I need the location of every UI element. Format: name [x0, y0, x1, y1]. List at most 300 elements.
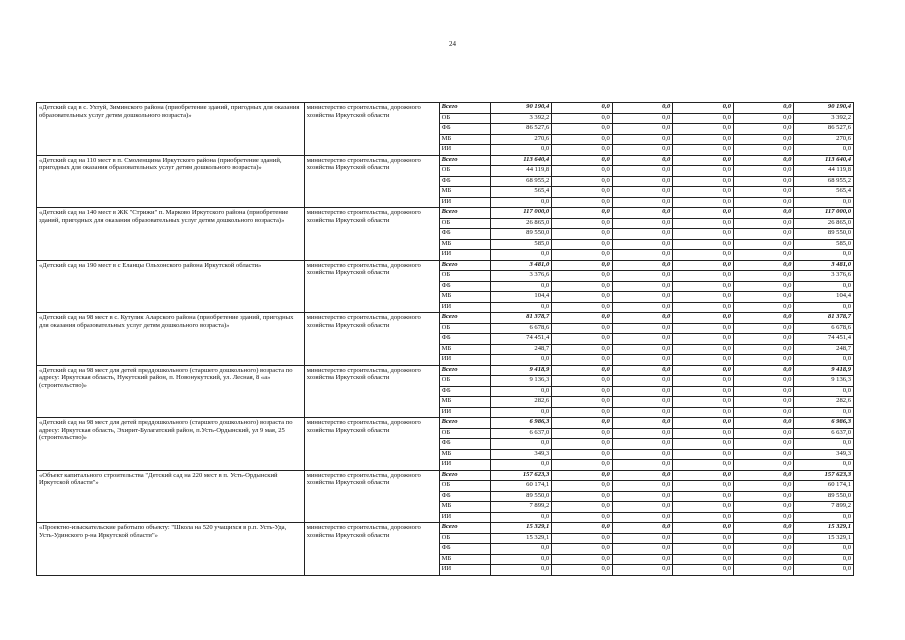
amount-cell: 0,0: [733, 113, 794, 124]
amount-cell: 0,0: [794, 386, 854, 397]
amount-cell: 0,0: [733, 187, 794, 198]
amount-cell: 0,0: [612, 407, 673, 418]
amount-cell: 0,0: [552, 145, 613, 156]
funding-source: ФБ: [439, 124, 490, 135]
amount-cell: 0,0: [612, 376, 673, 387]
amount-cell: 0,0: [673, 554, 734, 565]
amount-cell: 0,0: [552, 271, 613, 282]
amount-cell: 0,0: [733, 176, 794, 187]
amount-cell: 0,0: [552, 239, 613, 250]
amount-cell: 0,0: [552, 155, 613, 166]
amount-cell: 0,0: [673, 281, 734, 292]
project-name: «Детский сад на 110 мест в п. Смоленщина Иркутского района (приобретение зданий, пригодных для оказания образовательных услуг детям дошкольного возраста)»: [37, 155, 305, 208]
funding-source: ИИ: [439, 407, 490, 418]
amount-cell: 3 392,2: [794, 113, 854, 124]
amount-cell: 117 000,0: [490, 208, 552, 219]
amount-cell: 0,0: [673, 155, 734, 166]
amount-cell: 0,0: [612, 292, 673, 303]
amount-cell: 0,0: [552, 439, 613, 450]
funding-source: МБ: [439, 292, 490, 303]
amount-cell: 270,6: [794, 134, 854, 145]
amount-cell: 0,0: [733, 292, 794, 303]
amount-cell: 6 637,0: [794, 428, 854, 439]
amount-cell: 0,0: [733, 166, 794, 177]
amount-cell: 0,0: [673, 145, 734, 156]
amount-cell: 74 451,4: [490, 334, 552, 345]
amount-cell: 0,0: [612, 544, 673, 555]
funding-source: ИИ: [439, 197, 490, 208]
amount-cell: 282,6: [490, 397, 552, 408]
responsible-executor: министерство строительства, дорожного хозяйства Иркутской области: [304, 418, 439, 471]
amount-cell: 0,0: [552, 554, 613, 565]
amount-cell: 90 190,4: [794, 103, 854, 114]
funding-source: ИИ: [439, 355, 490, 366]
amount-cell: 349,3: [794, 449, 854, 460]
amount-cell: 0,0: [552, 481, 613, 492]
amount-cell: 0,0: [552, 166, 613, 177]
amount-cell: 0,0: [552, 229, 613, 240]
responsible-executor: министерство строительства, дорожного хозяйства Иркутской области: [304, 313, 439, 366]
amount-cell: 0,0: [673, 208, 734, 219]
amount-cell: 0,0: [490, 197, 552, 208]
amount-cell: 0,0: [733, 355, 794, 366]
amount-cell: 0,0: [612, 166, 673, 177]
amount-cell: 0,0: [733, 365, 794, 376]
amount-cell: 0,0: [552, 407, 613, 418]
amount-cell: 0,0: [733, 439, 794, 450]
amount-cell: 86 527,6: [794, 124, 854, 135]
amount-cell: 0,0: [733, 512, 794, 523]
funding-source: ОБ: [439, 166, 490, 177]
amount-cell: 6 986,3: [490, 418, 552, 429]
amount-cell: 44 119,8: [794, 166, 854, 177]
amount-cell: 0,0: [673, 218, 734, 229]
amount-cell: 0,0: [673, 502, 734, 513]
amount-cell: 0,0: [612, 281, 673, 292]
funding-source: ОБ: [439, 533, 490, 544]
amount-cell: 113 640,4: [490, 155, 552, 166]
amount-cell: 0,0: [733, 134, 794, 145]
amount-cell: 0,0: [733, 155, 794, 166]
amount-cell: 0,0: [552, 428, 613, 439]
amount-cell: 0,0: [733, 103, 794, 114]
amount-cell: 0,0: [490, 386, 552, 397]
amount-cell: 0,0: [490, 460, 552, 471]
amount-cell: 0,0: [612, 334, 673, 345]
amount-cell: 104,4: [794, 292, 854, 303]
amount-cell: 0,0: [673, 292, 734, 303]
amount-cell: 0,0: [673, 533, 734, 544]
amount-cell: 0,0: [552, 355, 613, 366]
amount-cell: 0,0: [673, 439, 734, 450]
amount-cell: 0,0: [673, 397, 734, 408]
amount-cell: 0,0: [733, 565, 794, 576]
funding-source: ФБ: [439, 491, 490, 502]
amount-cell: 0,0: [612, 397, 673, 408]
amount-cell: 0,0: [673, 407, 734, 418]
amount-cell: 0,0: [490, 250, 552, 261]
funding-source: Всего: [439, 365, 490, 376]
amount-cell: 0,0: [552, 313, 613, 324]
amount-cell: 157 623,3: [490, 470, 552, 481]
amount-cell: 0,0: [490, 565, 552, 576]
amount-cell: 0,0: [733, 554, 794, 565]
funding-source: ИИ: [439, 145, 490, 156]
amount-cell: 0,0: [673, 344, 734, 355]
amount-cell: 0,0: [552, 376, 613, 387]
funding-source: МБ: [439, 449, 490, 460]
amount-cell: 0,0: [552, 449, 613, 460]
responsible-executor: министерство строительства, дорожного хозяйства Иркутской области: [304, 470, 439, 523]
funding-source: МБ: [439, 397, 490, 408]
amount-cell: 0,0: [552, 208, 613, 219]
amount-cell: 15 329,1: [490, 523, 552, 534]
funding-source: Всего: [439, 418, 490, 429]
amount-cell: 0,0: [794, 281, 854, 292]
amount-cell: 0,0: [733, 323, 794, 334]
amount-cell: 7 899,2: [794, 502, 854, 513]
funding-source: Всего: [439, 103, 490, 114]
amount-cell: 0,0: [612, 491, 673, 502]
amount-cell: 0,0: [673, 187, 734, 198]
amount-cell: 15 329,1: [794, 523, 854, 534]
amount-cell: 0,0: [552, 386, 613, 397]
amount-cell: 60 174,1: [490, 481, 552, 492]
amount-cell: 0,0: [552, 281, 613, 292]
amount-cell: 90 190,4: [490, 103, 552, 114]
amount-cell: 0,0: [673, 103, 734, 114]
amount-cell: 565,4: [794, 187, 854, 198]
amount-cell: 0,0: [733, 428, 794, 439]
table-row-total: [37, 208, 854, 219]
funding-source: ОБ: [439, 271, 490, 282]
amount-cell: 0,0: [612, 218, 673, 229]
amount-cell: 0,0: [612, 229, 673, 240]
amount-cell: 0,0: [552, 460, 613, 471]
amount-cell: 0,0: [733, 533, 794, 544]
table-row-total: [37, 155, 854, 166]
amount-cell: 585,0: [490, 239, 552, 250]
amount-cell: 26 865,0: [794, 218, 854, 229]
amount-cell: 0,0: [490, 302, 552, 313]
amount-cell: 0,0: [552, 344, 613, 355]
amount-cell: 0,0: [733, 491, 794, 502]
amount-cell: 0,0: [673, 386, 734, 397]
amount-cell: 0,0: [673, 166, 734, 177]
amount-cell: 0,0: [673, 470, 734, 481]
amount-cell: 0,0: [552, 470, 613, 481]
funding-source: МБ: [439, 554, 490, 565]
amount-cell: 0,0: [612, 502, 673, 513]
amount-cell: 0,0: [552, 323, 613, 334]
amount-cell: 0,0: [673, 124, 734, 135]
amount-cell: 89 550,0: [490, 229, 552, 240]
project-name: «Детский сад на 98 мест в с. Кутулик Аларского района (приобретение зданий, пригодных для оказания образовательных услуг детям дошкольного возраста)»: [37, 313, 305, 366]
amount-cell: 0,0: [673, 512, 734, 523]
amount-cell: 6 678,6: [490, 323, 552, 334]
amount-cell: 0,0: [733, 523, 794, 534]
amount-cell: 565,4: [490, 187, 552, 198]
amount-cell: 68 955,2: [490, 176, 552, 187]
amount-cell: 0,0: [490, 281, 552, 292]
amount-cell: 0,0: [552, 103, 613, 114]
amount-cell: 3 481,0: [794, 260, 854, 271]
funding-source: ИИ: [439, 565, 490, 576]
amount-cell: 104,4: [490, 292, 552, 303]
amount-cell: 0,0: [612, 145, 673, 156]
funding-source: ФБ: [439, 229, 490, 240]
amount-cell: 0,0: [552, 565, 613, 576]
amount-cell: 0,0: [612, 344, 673, 355]
amount-cell: 0,0: [612, 554, 673, 565]
amount-cell: 89 550,0: [794, 491, 854, 502]
amount-cell: 157 623,3: [794, 470, 854, 481]
amount-cell: 0,0: [612, 418, 673, 429]
table-row-total: [37, 313, 854, 324]
amount-cell: 0,0: [612, 176, 673, 187]
amount-cell: 0,0: [673, 544, 734, 555]
amount-cell: 3 481,0: [490, 260, 552, 271]
amount-cell: 0,0: [552, 218, 613, 229]
amount-cell: 0,0: [733, 470, 794, 481]
funding-source: ОБ: [439, 428, 490, 439]
amount-cell: 0,0: [552, 533, 613, 544]
amount-cell: 9 136,3: [490, 376, 552, 387]
funding-source: МБ: [439, 239, 490, 250]
funding-source: ОБ: [439, 376, 490, 387]
amount-cell: 0,0: [673, 565, 734, 576]
amount-cell: 0,0: [673, 428, 734, 439]
amount-cell: 0,0: [673, 197, 734, 208]
amount-cell: 0,0: [612, 113, 673, 124]
responsible-executor: министерство строительства, дорожного хозяйства Иркутской области: [304, 155, 439, 208]
amount-cell: 0,0: [673, 113, 734, 124]
amount-cell: 9 418,9: [794, 365, 854, 376]
amount-cell: 9 418,9: [490, 365, 552, 376]
amount-cell: 0,0: [794, 197, 854, 208]
amount-cell: 0,0: [673, 334, 734, 345]
amount-cell: 0,0: [490, 355, 552, 366]
amount-cell: 0,0: [733, 376, 794, 387]
amount-cell: 0,0: [733, 271, 794, 282]
amount-cell: 0,0: [552, 491, 613, 502]
funding-source: Всего: [439, 208, 490, 219]
amount-cell: 0,0: [612, 460, 673, 471]
funding-source: ФБ: [439, 439, 490, 450]
amount-cell: 0,0: [552, 250, 613, 261]
amount-cell: 15 329,1: [794, 533, 854, 544]
table-row-total: [37, 523, 854, 534]
amount-cell: 0,0: [612, 533, 673, 544]
amount-cell: 0,0: [794, 544, 854, 555]
amount-cell: 26 865,0: [490, 218, 552, 229]
amount-cell: 349,3: [490, 449, 552, 460]
amount-cell: 89 550,0: [490, 491, 552, 502]
amount-cell: 68 955,2: [794, 176, 854, 187]
amount-cell: 81 378,7: [490, 313, 552, 324]
amount-cell: 0,0: [673, 260, 734, 271]
funding-source: Всего: [439, 470, 490, 481]
funding-source: ИИ: [439, 512, 490, 523]
amount-cell: 0,0: [612, 470, 673, 481]
amount-cell: 0,0: [552, 187, 613, 198]
amount-cell: 0,0: [673, 460, 734, 471]
amount-cell: 44 119,8: [490, 166, 552, 177]
responsible-executor: министерство строительства, дорожного хозяйства Иркутской области: [304, 523, 439, 576]
project-name: «Детский сад на 98 мест для детей преддошкольного (старшего дошкольного) возраста по адресу: Иркутская область, Нукутский район, п. Новонукутский, ул. Лесная, 8 «а» (строительство)»: [37, 365, 305, 418]
amount-cell: 0,0: [733, 197, 794, 208]
amount-cell: 0,0: [733, 124, 794, 135]
amount-cell: 0,0: [490, 407, 552, 418]
amount-cell: 0,0: [733, 386, 794, 397]
funding-source: ОБ: [439, 481, 490, 492]
amount-cell: 282,6: [794, 397, 854, 408]
amount-cell: 0,0: [733, 418, 794, 429]
amount-cell: 0,0: [733, 344, 794, 355]
amount-cell: 0,0: [552, 418, 613, 429]
project-name: «Проектно-изыскательские работыпо объекту: "Школа на 520 учащихся в р.п. Усть-Уда, Усть-Удинского р-на Иркутской области"»: [37, 523, 305, 576]
amount-cell: 7 899,2: [490, 502, 552, 513]
responsible-executor: министерство строительства, дорожного хозяйства Иркутской области: [304, 365, 439, 418]
amount-cell: 0,0: [612, 103, 673, 114]
amount-cell: 0,0: [552, 523, 613, 534]
amount-cell: 0,0: [673, 449, 734, 460]
amount-cell: 0,0: [612, 523, 673, 534]
amount-cell: 0,0: [552, 124, 613, 135]
funding-source: ИИ: [439, 302, 490, 313]
amount-cell: 0,0: [612, 134, 673, 145]
amount-cell: 0,0: [612, 208, 673, 219]
amount-cell: 0,0: [733, 313, 794, 324]
amount-cell: 0,0: [552, 260, 613, 271]
amount-cell: 0,0: [673, 418, 734, 429]
amount-cell: 74 451,4: [794, 334, 854, 345]
amount-cell: 0,0: [673, 481, 734, 492]
amount-cell: 0,0: [552, 512, 613, 523]
funding-source: ОБ: [439, 218, 490, 229]
financing-table-body: [37, 103, 854, 576]
amount-cell: 0,0: [733, 481, 794, 492]
amount-cell: 0,0: [733, 407, 794, 418]
amount-cell: 0,0: [794, 460, 854, 471]
funding-source: Всего: [439, 155, 490, 166]
funding-source: ФБ: [439, 281, 490, 292]
amount-cell: 0,0: [673, 313, 734, 324]
amount-cell: 0,0: [794, 145, 854, 156]
amount-cell: 0,0: [612, 302, 673, 313]
amount-cell: 0,0: [733, 397, 794, 408]
funding-source: ФБ: [439, 176, 490, 187]
funding-source: Всего: [439, 523, 490, 534]
amount-cell: 86 527,6: [490, 124, 552, 135]
amount-cell: 270,6: [490, 134, 552, 145]
amount-cell: 0,0: [794, 302, 854, 313]
amount-cell: 0,0: [673, 491, 734, 502]
amount-cell: 0,0: [552, 292, 613, 303]
amount-cell: 0,0: [733, 334, 794, 345]
amount-cell: 0,0: [733, 460, 794, 471]
amount-cell: 0,0: [612, 512, 673, 523]
amount-cell: 0,0: [733, 208, 794, 219]
amount-cell: 0,0: [733, 449, 794, 460]
amount-cell: 0,0: [794, 355, 854, 366]
amount-cell: 0,0: [612, 239, 673, 250]
amount-cell: 248,7: [490, 344, 552, 355]
funding-source: ФБ: [439, 334, 490, 345]
amount-cell: 0,0: [552, 134, 613, 145]
page-number: 24: [449, 40, 456, 48]
amount-cell: 0,0: [612, 313, 673, 324]
funding-source: ИИ: [439, 250, 490, 261]
amount-cell: 0,0: [490, 512, 552, 523]
amount-cell: 0,0: [612, 250, 673, 261]
amount-cell: 0,0: [552, 365, 613, 376]
amount-cell: 0,0: [794, 512, 854, 523]
amount-cell: 0,0: [612, 323, 673, 334]
amount-cell: 0,0: [673, 250, 734, 261]
amount-cell: 60 174,1: [794, 481, 854, 492]
amount-cell: 0,0: [552, 113, 613, 124]
amount-cell: 6 986,3: [794, 418, 854, 429]
amount-cell: 0,0: [733, 502, 794, 513]
funding-source: МБ: [439, 344, 490, 355]
table-row-total: [37, 103, 854, 114]
project-name: «Объект капитального строительства "Детский сад на 220 мест в п. Усть-Ордынский Иркутской области"»: [37, 470, 305, 523]
funding-source: МБ: [439, 187, 490, 198]
funding-source: ОБ: [439, 113, 490, 124]
amount-cell: 585,0: [794, 239, 854, 250]
responsible-executor: министерство строительства, дорожного хозяйства Иркутской области: [304, 260, 439, 313]
amount-cell: 0,0: [612, 197, 673, 208]
amount-cell: 0,0: [612, 155, 673, 166]
amount-cell: 0,0: [552, 397, 613, 408]
funding-source: ФБ: [439, 544, 490, 555]
funding-source: Всего: [439, 260, 490, 271]
amount-cell: 0,0: [612, 365, 673, 376]
amount-cell: 0,0: [733, 302, 794, 313]
amount-cell: 117 000,0: [794, 208, 854, 219]
amount-cell: 248,7: [794, 344, 854, 355]
amount-cell: 0,0: [794, 439, 854, 450]
amount-cell: 0,0: [612, 187, 673, 198]
financing-table: [36, 102, 854, 576]
amount-cell: 0,0: [673, 271, 734, 282]
amount-cell: 0,0: [673, 523, 734, 534]
amount-cell: 0,0: [733, 260, 794, 271]
amount-cell: 0,0: [673, 239, 734, 250]
amount-cell: 3 392,2: [490, 113, 552, 124]
amount-cell: 0,0: [673, 176, 734, 187]
amount-cell: 0,0: [673, 134, 734, 145]
amount-cell: 0,0: [733, 218, 794, 229]
table-row-total: [37, 365, 854, 376]
amount-cell: 0,0: [733, 544, 794, 555]
amount-cell: 0,0: [490, 145, 552, 156]
amount-cell: 89 550,0: [794, 229, 854, 240]
amount-cell: 0,0: [612, 260, 673, 271]
amount-cell: 81 378,7: [794, 313, 854, 324]
amount-cell: 0,0: [612, 449, 673, 460]
amount-cell: 0,0: [794, 554, 854, 565]
amount-cell: 0,0: [733, 239, 794, 250]
amount-cell: 113 640,4: [794, 155, 854, 166]
amount-cell: 0,0: [612, 271, 673, 282]
responsible-executor: министерство строительства, дорожного хозяйства Иркутской области: [304, 208, 439, 261]
amount-cell: 0,0: [552, 334, 613, 345]
funding-source: ОБ: [439, 323, 490, 334]
amount-cell: 0,0: [794, 407, 854, 418]
funding-source: ФБ: [439, 386, 490, 397]
